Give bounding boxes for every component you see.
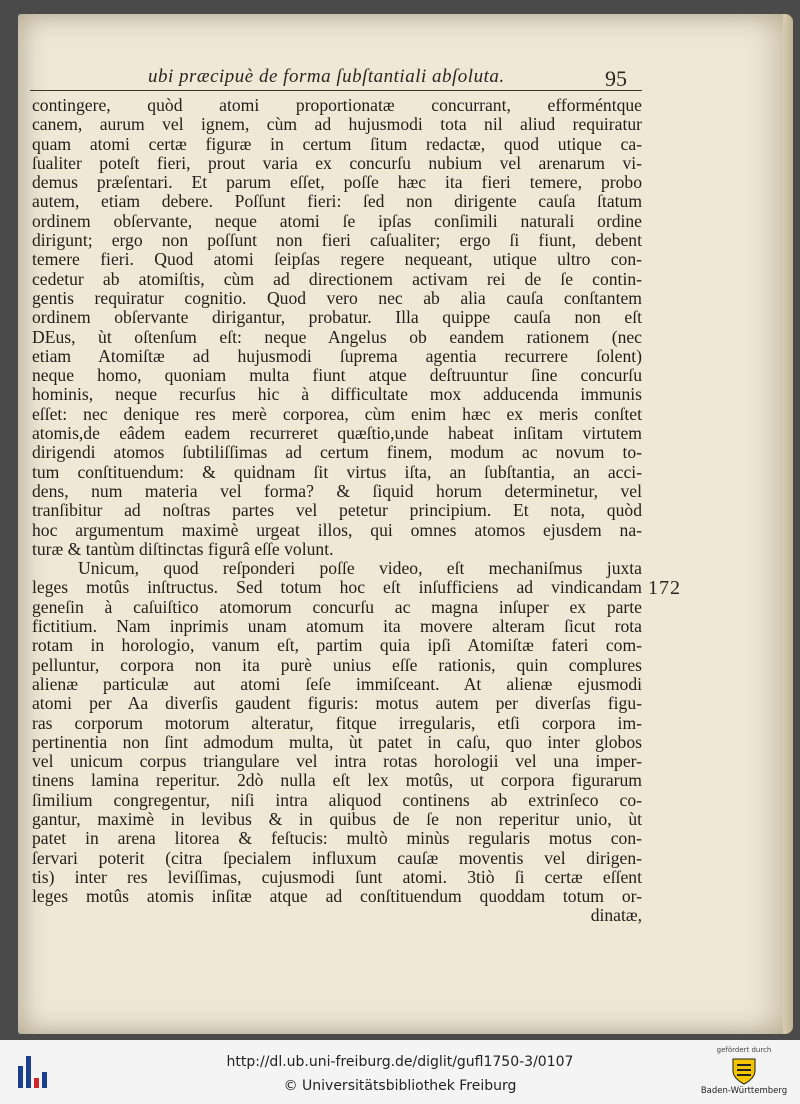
text-line: pertinentia non ſint admodum multa, ùt patet in caſu, quo inter globos <box>32 732 642 752</box>
text-line: tum conſtituendum: & quidnam ſit virtus iſta, an ſubſtantia, an acci- <box>32 462 642 482</box>
viewer-footer <box>0 1040 800 1104</box>
text-line: tranſibitur ad noſtras partes vel petetur principium. Et nota, quòd <box>32 501 642 521</box>
book-page <box>18 14 793 1034</box>
text-line: dirigunt; ergo non poſſunt non fieri caſualiter; ergo ſi fiunt, debent <box>32 231 642 251</box>
text-line: rotam in horologio, vanum eſt, partim quia ipſi Atomiſtæ fateri com- <box>32 636 642 656</box>
permalink-link[interactable]: http://dl.ub.uni-freiburg.de/diglit/gufl1750-3/0107 <box>226 1054 574 1070</box>
text-line: contingere, quòd atomi proportionatæ concurrant, efforméntque <box>32 96 642 115</box>
text-line: hominis, neque recurſus hic à difficultate mox adducenda immunis <box>32 385 642 405</box>
sponsor-label: gefördert durch <box>716 1046 772 1054</box>
text-line: ras corporum motorum alteratur, fitque irregularis, etſi corpora im- <box>32 713 642 733</box>
page-number: 95 <box>605 66 627 91</box>
text-line: dinatæ, <box>590 906 642 926</box>
text-line: canem, aurum vel ignem, cùm ad hujusmodi tota nil aliud requiratur <box>32 115 642 135</box>
text-line: pelluntur, corpora non ita purè unius eſſe rationis, quin complures <box>32 655 642 675</box>
sponsor-block <box>696 1044 792 1102</box>
text-line: hoc argumentum maximè urgeat illos, qui omnes atomos ejusdem na- <box>32 520 642 540</box>
margin-note: 172 <box>648 577 681 599</box>
text-line: leges motûs atomis inſitæ atque ad conſtituendum quoddam totum or- <box>32 887 642 907</box>
text-line: ſualiter poteſt fieri, prout varia ex concurſu nubium vel arenarum vi- <box>32 153 642 173</box>
text-line: ſimilium congregentur, niſi intra aliquod continens ab extrinſeco co- <box>32 790 642 810</box>
state-crest-icon <box>730 1056 758 1086</box>
text-line: ordinem obſervante dirigantur, probatur. Illa quippe cauſa non eſt <box>32 308 642 328</box>
text-line: atomis,de eâdem eadem recurreret quæſtio,unde habeat inſitam virtutem <box>32 424 642 444</box>
text-line: autem, etiam debere. Poſſunt fieri: ſed non dirigente cauſa ſtatum <box>32 192 642 212</box>
text-line: ordinem obſervante, neque atomi ſe ipſas conſimili naturali ordine <box>32 211 642 231</box>
text-line: geneſin à caſuiſtico atomorum concurſu ac magna inſuper ex parte <box>32 597 642 617</box>
text-line: alienæ particulæ aut atomi ſeſe immiſceant. At alienæ ejusmodi <box>32 674 642 694</box>
text-line: DEus, ùt oſtenſum eſt: neque Angelus ob eandem rationem (nec <box>32 327 642 347</box>
running-head: ubi præcipuè de forma ſubſtantiali abſoluta. <box>148 66 505 87</box>
text-line: eſſet: nec denique res merè corporea, cùm enim hæc ex meris conſtet <box>32 404 642 424</box>
text-line: turæ & tantùm diſtinctas figurâ eſſe volunt. <box>32 539 334 559</box>
text-line: cedetur ab atomiſtis, cùm ad directionem activam rei de ſe contin- <box>32 269 642 289</box>
text-line: vel unicum corpus triangulare vel intra rotas horologii vel una imper- <box>32 752 642 772</box>
text-line: demus præſentari. Et parum eſſet, poſſe hæc ita fieri temere, probo <box>32 173 642 193</box>
text-line: dens, num materia vel forma? & ſiquid horum determinetur, vel <box>32 481 642 501</box>
page-header <box>18 66 638 100</box>
header-rule <box>30 90 642 91</box>
text-line: tinens lamina reperitur. 2dò nulla eſt lex motûs, ut corpora figurarum <box>32 771 642 791</box>
text-line: quam atomi certæ figuræ in certum ſitum redactæ, quod utique ca- <box>32 134 642 154</box>
text-line: neque homo, quoniam multa fiunt atque deſtruuntur ſine concurſu <box>32 366 642 386</box>
body-text <box>32 96 642 926</box>
text-line: fictitium. Nam inprimis unam atomum ita movere alteram ſicut rota <box>32 617 642 637</box>
text-line: ſervari poterit (citra ſpecialem influxum cauſæ moventis vel dirigen- <box>32 848 642 868</box>
copyright-text: © Universitätsbibliothek Freiburg <box>283 1078 517 1094</box>
text-line: gentis requiratur cognitio. Quod vero nec ab alia cauſa conſtantem <box>32 288 642 308</box>
text-line: leges motûs inſtructus. Sed totum hoc eſt inſufficiens ad vindicandam <box>32 578 642 598</box>
text-line: Unicum, quod reſponderi poſſe video, eſt mechaniſmus juxta <box>78 559 642 579</box>
text-line: temere fieri. Quod atomi ſeipſas regere nequeant, utique ultro con- <box>32 250 642 270</box>
text-line: etiam Atomiſtæ ad hujusmodi ſuprema agentia recurrere ſolent) <box>32 346 642 366</box>
text-line: atomi per Aa diverſis gaudent figuris: motus autem per diverſas figu- <box>32 694 642 714</box>
text-line: tis) inter res leviſſimas, cujusmodi ſunt atomi. 3tiò ſi certæ eſſent <box>32 867 642 887</box>
text-line: dirigendi atomos ſubtiliſſimas ad certum finem, modum ac novum to- <box>32 443 642 463</box>
sponsor-name: Baden-Württemberg <box>700 1086 788 1096</box>
text-line: patet in arena litorea & feſtucis: multò minùs regularis motus con- <box>32 829 642 849</box>
text-line: gantur, maximè in levibus & in quibus de ſe non reperitur unio, ùt <box>32 809 642 829</box>
page-edge <box>783 14 793 1034</box>
